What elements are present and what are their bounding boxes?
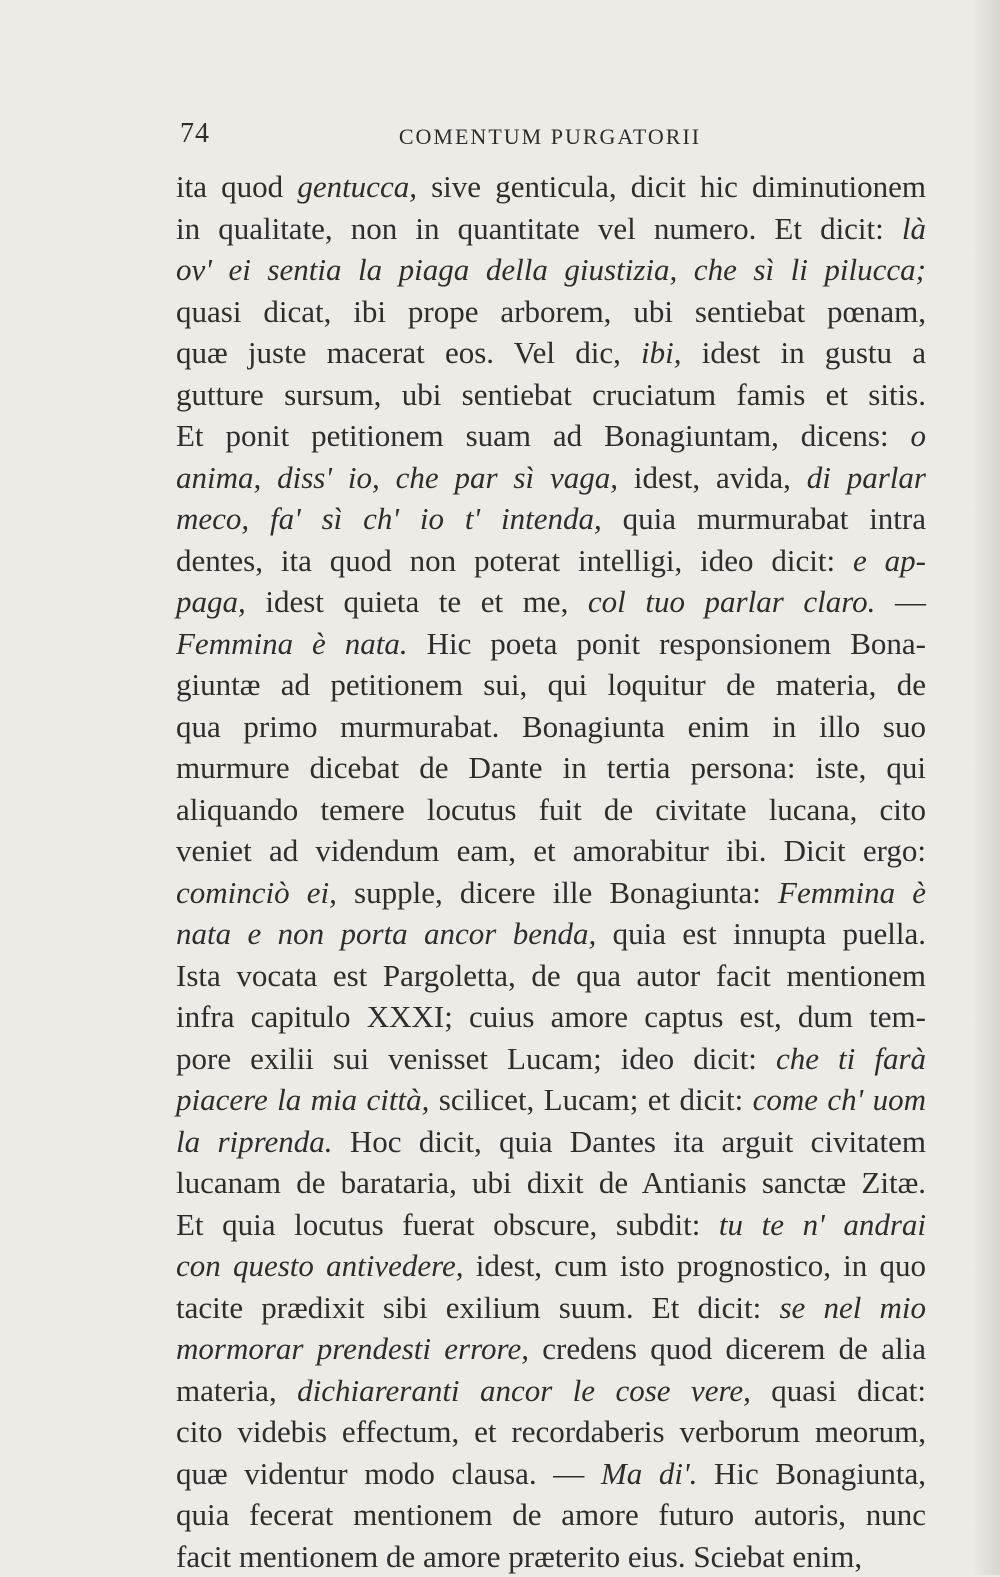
italic-quotation: cominciò ei, — [176, 875, 337, 910]
text-segment: facit mentionem de amore præterito eius. Sciebat enim, — [176, 1539, 862, 1574]
italic-quotation: là — [902, 211, 926, 246]
body-text — [176, 166, 926, 1577]
text-line — [176, 1121, 926, 1163]
text-segment: quia murmurabat intra — [602, 501, 926, 536]
text-line — [176, 623, 926, 665]
text-line — [176, 415, 926, 457]
italic-quotation: paga, — [176, 584, 246, 619]
text-segment: credens quod dicerem de alia — [529, 1331, 926, 1366]
text-line — [176, 457, 926, 499]
text-line — [176, 1411, 926, 1453]
italic-quotation: piacere la mia città, — [176, 1082, 429, 1117]
text-line — [176, 581, 926, 623]
italic-quotation: ov' ei sentia la piaga della giustizia, che sì li pilucca; — [176, 252, 926, 287]
text-line — [176, 830, 926, 872]
text-line — [176, 1038, 926, 1080]
text-line — [176, 1162, 926, 1204]
text-segment: Hic poeta ponit responsionem Bona- — [408, 626, 926, 661]
italic-quotation: tu te n' andrai — [719, 1207, 926, 1242]
italic-quotation: col tuo parlar claro. — [588, 584, 876, 619]
text-line — [176, 1079, 926, 1121]
text-segment: veniet ad videndum eam, et amorabitur ibi. Dicit ergo: — [176, 833, 926, 868]
italic-quotation: come ch' uom — [753, 1082, 926, 1117]
italic-quotation: Femmina è nata. — [176, 626, 408, 661]
italic-quotation: la riprenda. — [176, 1124, 333, 1159]
text-line — [176, 1328, 926, 1370]
text-segment: quæ videntur modo clausa. — — [176, 1456, 601, 1491]
text-segment: idest in gustu a — [682, 335, 926, 370]
page-edge-shadow — [972, 0, 1000, 1575]
text-line — [176, 1494, 926, 1536]
text-segment: qua primo murmurabat. Bonagiunta enim in illo suo — [176, 709, 926, 744]
text-line — [176, 498, 926, 540]
text-segment: pore exilii sui venisset Lucam; ideo dicit: — [176, 1041, 776, 1076]
italic-quotation: nata e non porta ancor benda, — [176, 916, 596, 951]
text-segment: murmure dicebat de Dante in tertia persona: iste, qui — [176, 750, 926, 785]
text-segment: idest, avida, — [618, 460, 807, 495]
text-line — [176, 664, 926, 706]
text-line — [176, 747, 926, 789]
text-segment: aliquando temere locutus fuit de civitate lucana, cito — [176, 792, 926, 827]
text-segment: dentes, ita quod non poterat intelligi, ideo dicit: — [176, 543, 853, 578]
italic-quotation: gentucca, — [297, 169, 417, 204]
text-segment: materia, — [176, 1373, 297, 1408]
text-segment: quia est innupta puella. — [596, 916, 926, 951]
text-line — [176, 1287, 926, 1329]
italic-quotation: che ti farà — [776, 1041, 926, 1076]
italic-quotation: e ap- — [853, 543, 926, 578]
italic-quotation: o — [911, 418, 927, 453]
text-segment: supple, dicere ille Bonagiunta: — [337, 875, 778, 910]
text-segment: Ista vocata est Pargoletta, de qua autor facit mentionem — [176, 958, 926, 993]
text-segment: — — [875, 584, 926, 619]
running-title: COMENTUM PURGATORII — [180, 124, 920, 150]
text-line — [176, 872, 926, 914]
text-line — [176, 913, 926, 955]
text-line — [176, 996, 926, 1038]
text-segment: quasi dicat: — [751, 1373, 926, 1408]
text-line — [176, 208, 926, 250]
text-segment: quia fecerat mentionem de amore futuro autoris, nunc — [176, 1497, 926, 1532]
text-line — [176, 374, 926, 416]
italic-quotation: dichiareranti ancor le cose vere, — [297, 1373, 751, 1408]
page-number: 74 — [180, 118, 210, 150]
text-segment: gutture sursum, ubi sentiebat cruciatum famis et sitis. — [176, 377, 926, 412]
text-line — [176, 1204, 926, 1246]
text-segment: Hic Bonagiunta, — [697, 1456, 926, 1491]
text-segment: giuntæ ad petitionem sui, qui loquitur de materia, de — [176, 667, 926, 702]
text-line — [176, 249, 926, 291]
page-header — [180, 118, 920, 158]
text-line — [176, 1245, 926, 1287]
text-segment: idest, cum isto prognostico, in quo — [464, 1248, 926, 1283]
text-segment: scilicet, Lucam; et dicit: — [429, 1082, 752, 1117]
italic-quotation: Femmina è — [778, 875, 926, 910]
italic-quotation: Ma di'. — [601, 1456, 697, 1491]
text-line — [176, 955, 926, 997]
text-line — [176, 1453, 926, 1495]
italic-quotation: meco, fa' sì ch' io t' intenda, — [176, 501, 602, 536]
italic-quotation: mormorar prendesti errore, — [176, 1331, 529, 1366]
text-segment: ita quod — [176, 169, 297, 204]
text-segment: Hoc dicit, quia Dantes ita arguit civitatem — [333, 1124, 926, 1159]
text-segment: in qualitate, non in quantitate vel numero. Et dicit: — [176, 211, 902, 246]
text-segment: idest quieta te et me, — [246, 584, 588, 619]
text-line — [176, 166, 926, 208]
text-segment: tacite prædixit sibi exilium suum. Et dicit: — [176, 1290, 779, 1325]
text-segment: sive genticula, dicit hic diminutionem — [417, 169, 926, 204]
text-segment: cito videbis effectum, et recordaberis verborum meorum, — [176, 1414, 926, 1449]
text-line — [176, 540, 926, 582]
text-segment: quæ juste macerat eos. Vel dic, — [176, 335, 641, 370]
italic-quotation: se nel mio — [779, 1290, 926, 1325]
italic-quotation: con questo antivedere, — [176, 1248, 464, 1283]
text-line — [176, 789, 926, 831]
text-segment: infra capitulo XXXI; cuius amore captus est, dum tem- — [176, 999, 926, 1034]
italic-quotation: anima, diss' io, che par sì vaga, — [176, 460, 618, 495]
text-segment: lucanam de barataria, ubi dixit de Antianis sanctæ Zitæ. — [176, 1165, 926, 1200]
italic-quotation: di parlar — [807, 460, 926, 495]
text-segment: quasi dicat, ibi prope arborem, ubi sentiebat pœnam, — [176, 294, 926, 329]
text-segment: Et quia locutus fuerat obscure, subdit: — [176, 1207, 719, 1242]
text-line — [176, 291, 926, 333]
text-line — [176, 1370, 926, 1412]
text-line — [176, 1536, 926, 1577]
text-line — [176, 332, 926, 374]
text-segment: Et ponit petitionem suam ad Bonagiuntam, dicens: — [176, 418, 911, 453]
italic-quotation: ibi, — [641, 335, 681, 370]
text-line — [176, 706, 926, 748]
